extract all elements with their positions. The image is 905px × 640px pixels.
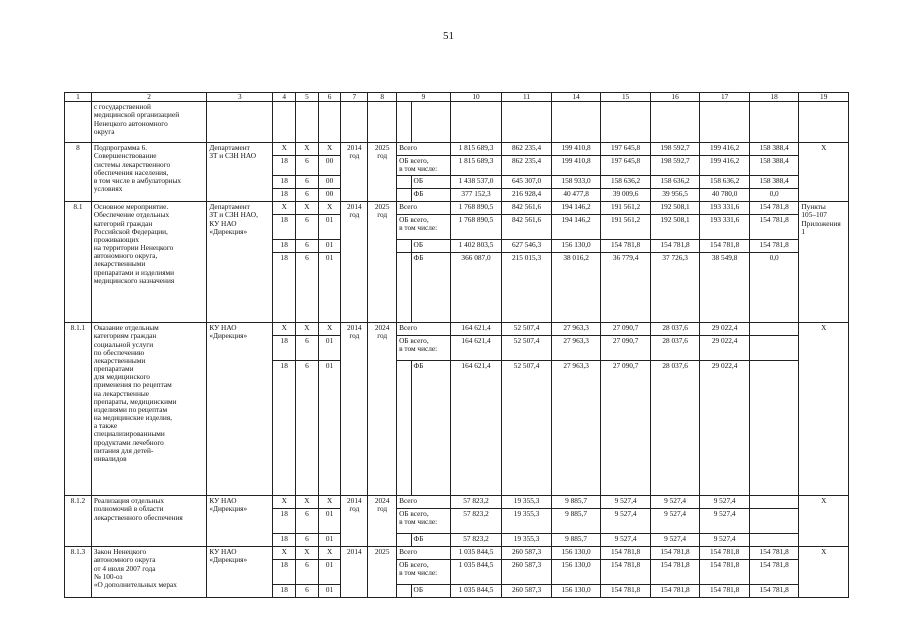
empty-cell xyxy=(397,102,411,143)
amount-cell: 154 781,8 xyxy=(650,547,700,560)
amount-cell: 192 508,1 xyxy=(650,202,700,215)
amount-cell: 52 507,4 xyxy=(502,336,552,361)
header-cell: 5 xyxy=(296,93,319,102)
start-year-cell: 2014 год xyxy=(341,496,368,547)
amount-cell: 1 035 844,5 xyxy=(450,585,502,598)
source-cell: Всего xyxy=(397,143,451,156)
header-cell: 16 xyxy=(650,93,700,102)
source-cell: ОБ всего, в том числе: xyxy=(397,215,451,240)
amount-cell: 154 781,8 xyxy=(650,240,700,253)
amount-cell: 9 885,7 xyxy=(551,534,601,547)
code-cell: 6 xyxy=(296,585,319,598)
amount-cell: 1 768 890,5 xyxy=(450,202,502,215)
amount-cell: 260 587,3 xyxy=(502,585,552,598)
amount-cell: 158 636,2 xyxy=(700,176,750,189)
source-cell: ОБ всего, в том числе: xyxy=(397,509,451,534)
row-name-cell: Подпрограмма 6. Совершенствование системы лекарственного обеспечения населения, в том числе в амбулаторных условиях xyxy=(91,143,207,202)
source-cell: ФБ xyxy=(411,253,450,323)
empty-cell xyxy=(551,102,601,143)
amount-cell xyxy=(749,336,799,361)
amount-cell: 37 726,3 xyxy=(650,253,700,323)
amount-cell: 154 781,8 xyxy=(700,585,750,598)
amount-cell: 193 331,6 xyxy=(700,215,750,240)
code-cell: 18 xyxy=(273,509,296,534)
start-year-cell: 2014 xyxy=(341,547,368,598)
code-cell: 6 xyxy=(296,534,319,547)
amount-cell: 9 527,4 xyxy=(601,496,651,509)
source-cell: ОБ всего, в том числе: xyxy=(397,560,451,585)
amount-cell: 9 527,4 xyxy=(650,509,700,534)
amount-cell: 57 823,2 xyxy=(450,496,502,509)
code-cell: 18 xyxy=(273,361,296,496)
source-cell: Всего xyxy=(397,547,451,560)
header-cell: 10 xyxy=(450,93,502,102)
code-cell: 18 xyxy=(273,189,296,202)
header-cell: 9 xyxy=(397,93,451,102)
row-number-cell: 8.1 xyxy=(65,202,92,323)
amount-cell: 39 956,5 xyxy=(650,189,700,202)
source-indent-cell xyxy=(397,253,411,323)
amount-cell: 156 130,0 xyxy=(551,585,601,598)
code-cell: 18 xyxy=(273,534,296,547)
note-cell: Пункты 105–107 Приложения 1 xyxy=(799,202,849,323)
amount-cell: 154 781,8 xyxy=(700,547,750,560)
header-cell: 3 xyxy=(207,93,273,102)
amount-cell: 38 549,8 xyxy=(700,253,750,323)
code-cell: X xyxy=(318,202,341,215)
code-cell: X xyxy=(296,323,319,336)
code-cell: X xyxy=(296,547,319,560)
start-year-cell: 2014 год xyxy=(341,323,368,496)
row-number-cell: 8 xyxy=(65,143,92,202)
code-cell: 18 xyxy=(273,156,296,176)
empty-cell xyxy=(207,102,273,143)
source-indent-cell xyxy=(397,240,411,253)
amount-cell: 1 402 803,5 xyxy=(450,240,502,253)
header-cell: 18 xyxy=(749,93,799,102)
amount-cell: 154 781,8 xyxy=(749,240,799,253)
amount-cell: 158 388,4 xyxy=(749,143,799,156)
amount-cell: 27 090,7 xyxy=(601,336,651,361)
amount-cell: 1 035 844,5 xyxy=(450,560,502,585)
empty-cell xyxy=(650,102,700,143)
amount-cell: 1 815 689,3 xyxy=(450,143,502,156)
source-cell: Всего xyxy=(397,202,451,215)
empty-cell xyxy=(368,102,397,143)
code-cell: 01 xyxy=(318,336,341,361)
header-cell: 8 xyxy=(368,93,397,102)
amount-cell: 627 546,3 xyxy=(502,240,552,253)
header-cell: 6 xyxy=(318,93,341,102)
code-cell: 01 xyxy=(318,361,341,496)
source-indent-cell xyxy=(397,189,411,202)
end-year-cell: 2024 год xyxy=(368,323,397,496)
amount-cell: 1 438 537,0 xyxy=(450,176,502,189)
source-cell: ФБ xyxy=(411,534,450,547)
amount-cell: 158 636,2 xyxy=(650,176,700,189)
row-name-cell: Основное мероприятие. Обеспечение отдельных категорий граждан Российской Федерации, проживающих на территории Ненецкого автономного округа, лекарственными препаратами и изделиями медицинского назначения xyxy=(91,202,207,323)
amount-cell: 29 022,4 xyxy=(700,336,750,361)
amount-cell: 199 416,2 xyxy=(700,156,750,176)
amount-cell: 154 781,8 xyxy=(749,560,799,585)
amount-cell: 9 527,4 xyxy=(601,509,651,534)
empty-cell xyxy=(318,102,341,143)
amount-cell: 260 587,3 xyxy=(502,547,552,560)
note-cell: X xyxy=(799,547,849,598)
executor-cell: Департамент ЗТ и СЗН НАО xyxy=(207,143,273,202)
header-cell: 4 xyxy=(273,93,296,102)
empty-cell xyxy=(411,102,450,143)
code-cell: 01 xyxy=(318,215,341,240)
empty-cell xyxy=(273,102,296,143)
page-number: 51 xyxy=(443,30,454,42)
amount-cell: 193 331,6 xyxy=(700,202,750,215)
code-cell: X xyxy=(296,496,319,509)
empty-cell xyxy=(700,102,750,143)
note-cell: X xyxy=(799,496,849,547)
amount-cell: 38 016,2 xyxy=(551,253,601,323)
amount-cell: 9 527,4 xyxy=(700,534,750,547)
code-cell: X xyxy=(318,143,341,156)
amount-cell: 197 645,8 xyxy=(601,143,651,156)
budget-table xyxy=(64,92,849,598)
amount-cell: 36 779,4 xyxy=(601,253,651,323)
amount-cell: 27 090,7 xyxy=(601,361,651,496)
amount-cell: 197 645,8 xyxy=(601,156,651,176)
amount-cell xyxy=(749,361,799,496)
amount-cell: 154 781,8 xyxy=(650,585,700,598)
empty-cell xyxy=(502,102,552,143)
amount-cell: 0,0 xyxy=(749,253,799,323)
amount-cell: 19 355,3 xyxy=(502,496,552,509)
amount-cell: 39 009,6 xyxy=(601,189,651,202)
table-row xyxy=(65,102,849,143)
amount-cell: 366 087,0 xyxy=(450,253,502,323)
header-cell: 14 xyxy=(551,93,601,102)
amount-cell: 9 885,7 xyxy=(551,509,601,534)
amount-cell: 28 037,6 xyxy=(650,361,700,496)
table-row xyxy=(65,547,849,560)
code-cell: 6 xyxy=(296,215,319,240)
amount-cell: 215 015,3 xyxy=(502,253,552,323)
source-cell: ОБ xyxy=(411,585,450,598)
row-name-cell: Оказание отдельным категориям граждан социальной услуги по обеспечению лекарственными препаратами для медицинского применения по рецептам на лекарственные препараты, медицинскими изделиями по рецептам на медицинские изделия, а также специализированными продуктами лечебного питания для детей- инвалидов xyxy=(91,323,207,496)
source-indent-cell xyxy=(397,176,411,189)
amount-cell: 158 933,0 xyxy=(551,176,601,189)
header-cell: 2 xyxy=(91,93,207,102)
code-cell: 6 xyxy=(296,336,319,361)
row-number-cell: 8.1.1 xyxy=(65,323,92,496)
amount-cell: 1 815 689,3 xyxy=(450,156,502,176)
code-cell: 18 xyxy=(273,560,296,585)
amount-cell: 198 592,7 xyxy=(650,156,700,176)
amount-cell: 194 146,2 xyxy=(551,202,601,215)
amount-cell: 216 928,4 xyxy=(502,189,552,202)
code-cell: 6 xyxy=(296,560,319,585)
amount-cell: 154 781,8 xyxy=(650,560,700,585)
amount-cell: 154 781,8 xyxy=(601,585,651,598)
amount-cell: 191 561,2 xyxy=(601,215,651,240)
amount-cell: 842 561,6 xyxy=(502,202,552,215)
amount-cell: 154 781,8 xyxy=(749,215,799,240)
source-indent-cell xyxy=(397,585,411,598)
code-cell: 18 xyxy=(273,336,296,361)
start-year-cell: 2014 год xyxy=(341,202,368,323)
code-cell: X xyxy=(318,323,341,336)
amount-cell: 9 527,4 xyxy=(700,496,750,509)
source-cell: ФБ xyxy=(411,189,450,202)
amount-cell: 19 355,3 xyxy=(502,509,552,534)
amount-cell: 199 410,8 xyxy=(551,143,601,156)
row-number-cell: 8.1.2 xyxy=(65,496,92,547)
amount-cell: 154 781,8 xyxy=(601,560,651,585)
empty-cell xyxy=(799,102,849,143)
code-cell: 00 xyxy=(318,189,341,202)
code-cell: 18 xyxy=(273,176,296,189)
amount-cell xyxy=(749,509,799,534)
code-cell: X xyxy=(296,202,319,215)
empty-cell xyxy=(450,102,502,143)
amount-cell: 27 090,7 xyxy=(601,323,651,336)
end-year-cell: 2025 год xyxy=(368,202,397,323)
row-number-cell: 8.1.3 xyxy=(65,547,92,598)
amount-cell xyxy=(749,496,799,509)
amount-cell: 645 307,0 xyxy=(502,176,552,189)
amount-cell: 19 355,3 xyxy=(502,534,552,547)
amount-cell: 52 507,4 xyxy=(502,323,552,336)
header-cell: 15 xyxy=(601,93,651,102)
amount-cell: 192 508,1 xyxy=(650,215,700,240)
executor-cell: Департамент ЗТ и СЗН НАО, КУ НАО «Дирекция» xyxy=(207,202,273,323)
row-name-cell: с государственной медицинской организацией Ненецкого автономного округа xyxy=(91,102,207,143)
code-cell: X xyxy=(296,143,319,156)
amount-cell: 164 621,4 xyxy=(450,336,502,361)
end-year-cell: 2024 год xyxy=(368,496,397,547)
end-year-cell: 2025 год xyxy=(368,143,397,202)
amount-cell: 9 885,7 xyxy=(551,496,601,509)
code-cell: 6 xyxy=(296,509,319,534)
code-cell: 6 xyxy=(296,240,319,253)
amount-cell: 28 037,6 xyxy=(650,323,700,336)
code-cell: 00 xyxy=(318,176,341,189)
source-cell: ОБ всего, в том числе: xyxy=(397,336,451,361)
amount-cell xyxy=(749,323,799,336)
amount-cell: 164 621,4 xyxy=(450,323,502,336)
header-row xyxy=(65,93,849,102)
amount-cell: 29 022,4 xyxy=(700,323,750,336)
code-cell: X xyxy=(318,496,341,509)
amount-cell: 156 130,0 xyxy=(551,560,601,585)
amount-cell: 0,0 xyxy=(749,189,799,202)
code-cell: 01 xyxy=(318,253,341,323)
amount-cell: 164 621,4 xyxy=(450,361,502,496)
header-cell: 1 xyxy=(65,93,92,102)
code-cell: 01 xyxy=(318,585,341,598)
header-cell: 11 xyxy=(502,93,552,102)
code-cell: 01 xyxy=(318,240,341,253)
source-cell: Всего xyxy=(397,496,451,509)
amount-cell: 154 781,8 xyxy=(749,547,799,560)
note-cell: X xyxy=(799,143,849,202)
amount-cell: 260 587,3 xyxy=(502,560,552,585)
code-cell: X xyxy=(273,202,296,215)
amount-cell: 57 823,2 xyxy=(450,534,502,547)
amount-cell: 9 527,4 xyxy=(650,496,700,509)
code-cell: X xyxy=(273,547,296,560)
code-cell: 18 xyxy=(273,585,296,598)
amount-cell: 862 235,4 xyxy=(502,156,552,176)
amount-cell: 154 781,8 xyxy=(601,547,651,560)
amount-cell: 57 823,2 xyxy=(450,509,502,534)
row-number-cell xyxy=(65,102,92,143)
empty-cell xyxy=(601,102,651,143)
source-cell: Всего xyxy=(397,323,451,336)
amount-cell: 158 388,4 xyxy=(749,156,799,176)
source-indent-cell xyxy=(397,534,411,547)
amount-cell: 154 781,8 xyxy=(749,585,799,598)
empty-cell xyxy=(341,102,368,143)
amount-cell: 27 963,3 xyxy=(551,323,601,336)
empty-cell xyxy=(749,102,799,143)
amount-cell: 199 416,2 xyxy=(700,143,750,156)
amount-cell: 9 527,4 xyxy=(650,534,700,547)
amount-cell: 40 477,8 xyxy=(551,189,601,202)
table-row xyxy=(65,496,849,509)
source-cell: ОБ всего, в том числе: xyxy=(397,156,451,176)
amount-cell: 842 561,6 xyxy=(502,215,552,240)
header-cell: 17 xyxy=(700,93,750,102)
note-cell: X xyxy=(799,323,849,496)
amount-cell: 199 410,8 xyxy=(551,156,601,176)
end-year-cell: 2025 xyxy=(368,547,397,598)
amount-cell: 154 781,8 xyxy=(700,240,750,253)
amount-cell: 156 130,0 xyxy=(551,240,601,253)
amount-cell: 154 781,8 xyxy=(749,202,799,215)
amount-cell: 198 592,7 xyxy=(650,143,700,156)
amount-cell: 27 963,3 xyxy=(551,361,601,496)
start-year-cell: 2014 год xyxy=(341,143,368,202)
amount-cell: 156 130,0 xyxy=(551,547,601,560)
amount-cell: 154 781,8 xyxy=(700,560,750,585)
source-cell: ОБ xyxy=(411,176,450,189)
row-name-cell: Закон Ненецкого автономного округа от 4 июля 2007 года № 100-оз «О дополнительных мерах xyxy=(91,547,207,598)
amount-cell: 194 146,2 xyxy=(551,215,601,240)
code-cell: 01 xyxy=(318,560,341,585)
code-cell: 6 xyxy=(296,156,319,176)
code-cell: X xyxy=(273,323,296,336)
code-cell: X xyxy=(273,143,296,156)
table-row xyxy=(65,143,849,156)
amount-cell: 191 561,2 xyxy=(601,202,651,215)
source-cell: ОБ xyxy=(411,240,450,253)
row-name-cell: Реализация отдельных полномочий в области лекарственного обеспечения xyxy=(91,496,207,547)
empty-cell xyxy=(296,102,319,143)
code-cell: X xyxy=(273,496,296,509)
amount-cell: 9 527,4 xyxy=(700,509,750,534)
executor-cell: КУ НАО «Дирекция» xyxy=(207,496,273,547)
code-cell: 6 xyxy=(296,253,319,323)
amount-cell: 29 022,4 xyxy=(700,361,750,496)
code-cell: 00 xyxy=(318,156,341,176)
amount-cell: 862 235,4 xyxy=(502,143,552,156)
amount-cell: 27 963,3 xyxy=(551,336,601,361)
code-cell: X xyxy=(318,547,341,560)
code-cell: 6 xyxy=(296,189,319,202)
amount-cell xyxy=(749,534,799,547)
code-cell: 6 xyxy=(296,176,319,189)
amount-cell: 158 636,2 xyxy=(601,176,651,189)
amount-cell: 154 781,8 xyxy=(601,240,651,253)
executor-cell: КУ НАО «Дирекция» xyxy=(207,323,273,496)
header-cell: 19 xyxy=(799,93,849,102)
source-indent-cell xyxy=(397,361,411,496)
code-cell: 01 xyxy=(318,509,341,534)
table-row xyxy=(65,202,849,215)
amount-cell: 28 037,6 xyxy=(650,336,700,361)
amount-cell: 9 527,4 xyxy=(601,534,651,547)
code-cell: 18 xyxy=(273,253,296,323)
header-cell: 7 xyxy=(341,93,368,102)
code-cell: 18 xyxy=(273,240,296,253)
table-row xyxy=(65,323,849,336)
code-cell: 18 xyxy=(273,215,296,240)
executor-cell: КУ НАО «Дирекция» xyxy=(207,547,273,598)
code-cell: 01 xyxy=(318,534,341,547)
source-cell: ФБ xyxy=(411,361,450,496)
amount-cell: 158 388,4 xyxy=(749,176,799,189)
amount-cell: 1 035 844,5 xyxy=(450,547,502,560)
amount-cell: 377 152,3 xyxy=(450,189,502,202)
amount-cell: 40 780,0 xyxy=(700,189,750,202)
amount-cell: 1 768 890,5 xyxy=(450,215,502,240)
amount-cell: 52 507,4 xyxy=(502,361,552,496)
code-cell: 6 xyxy=(296,361,319,496)
